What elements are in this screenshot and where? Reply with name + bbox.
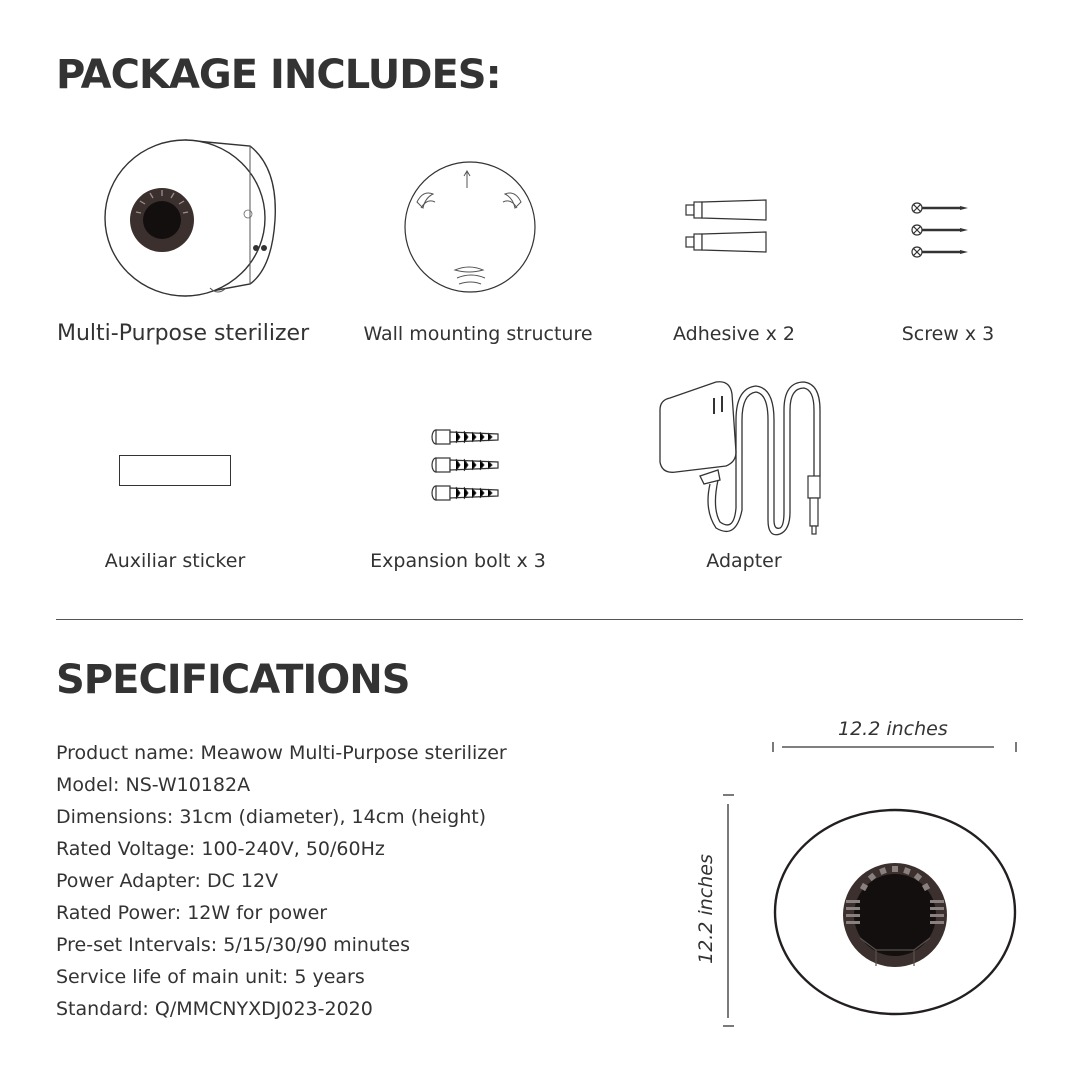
sterilizer-top-view-icon: [772, 808, 1018, 1016]
expansion-bolt-icon: [430, 425, 502, 505]
spec-power-adapter: Power Adapter: DC 12V: [56, 870, 279, 892]
spec-standard: Standard: Q/MMCNYXDJ023-2020: [56, 998, 373, 1020]
adapter-label: Adapter: [706, 550, 782, 572]
wall-mount-icon: [403, 160, 537, 294]
sticker-icon: [119, 455, 231, 486]
spec-product-name: Product name: Meawow Multi-Purpose sterilizer: [56, 742, 507, 764]
spec-model: Model: NS-W10182A: [56, 774, 251, 796]
section-divider: [56, 619, 1023, 620]
spec-rated-power: Rated Power: 12W for power: [56, 902, 328, 924]
adapter-icon: [656, 380, 826, 540]
spec-preset-intervals: Pre-set Intervals: 5/15/30/90 minutes: [56, 934, 411, 956]
width-dimension-label: 12.2 inches: [838, 718, 948, 740]
adhesive-label: Adhesive x 2: [673, 323, 795, 345]
sterilizer-icon: [100, 138, 280, 300]
spec-rated-voltage: Rated Voltage: 100-240V, 50/60Hz: [56, 838, 385, 860]
expansion-bolt-label: Expansion bolt x 3: [370, 550, 546, 572]
sterilizer-label: Multi-Purpose sterilizer: [57, 321, 310, 346]
spec-dimensions: Dimensions: 31cm (diameter), 14cm (height): [56, 806, 487, 828]
spec-service-life: Service life of main unit: 5 years: [56, 966, 365, 988]
package-includes-heading: PACKAGE INCLUDES:: [56, 52, 501, 98]
screw-icon: [908, 196, 970, 262]
specifications-list: [56, 737, 507, 1025]
sticker-label: Auxiliar sticker: [104, 550, 246, 572]
specifications-heading: SPECIFICATIONS: [56, 657, 410, 703]
width-dimension-line: [768, 738, 1022, 754]
wall-mount-label: Wall mounting structure: [363, 323, 593, 345]
adhesive-tube-icon: [680, 196, 770, 260]
height-dimension-label: 12.2 inches: [695, 854, 717, 964]
screw-label: Screw x 3: [901, 323, 995, 345]
height-dimension-line: [720, 790, 736, 1030]
